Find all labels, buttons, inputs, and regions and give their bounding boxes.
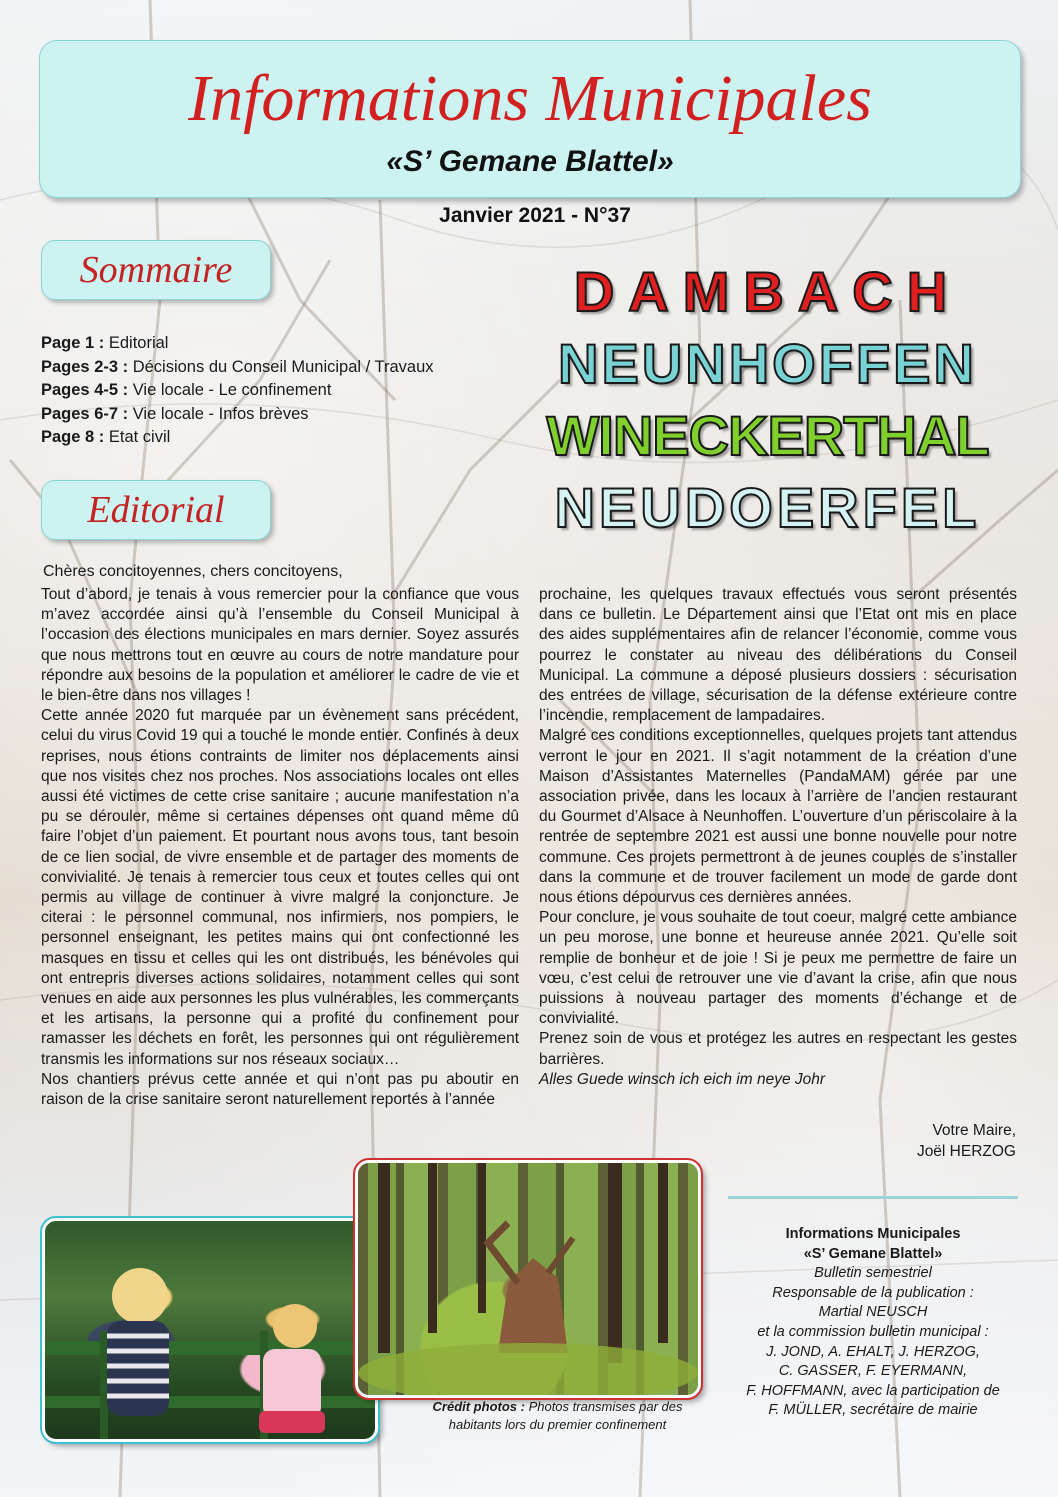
photo-children-at-fence xyxy=(42,1218,378,1442)
sommaire-heading: Sommaire xyxy=(41,240,271,300)
editorial-column-left xyxy=(41,585,519,1110)
credit-label: Crédit photos : xyxy=(432,1399,525,1414)
table-of-contents xyxy=(41,332,521,450)
editorial-paragraph: Pour conclure, je vous souhaite de tout coeur, malgré cette ambiance un peu morose, une bonne et heureuse année 2021. Qu’elle soit remplie de bonheur et de joie ! Si je peux me permettre de faire un vœu, c’est celui de retrouver une vie d’avant la crise, afin que nous puissions à nouveau partager des moments d’échange et de convivialité. xyxy=(539,909,1017,1028)
signature-name: Joël HERZOG xyxy=(916,1143,1016,1160)
editorial-greeting: Chères concitoyennes, chers concitoyens, xyxy=(43,563,343,580)
info-title: Informations Municipales xyxy=(785,1226,961,1242)
info-subtitle: «S’ Gemane Blattel» xyxy=(803,1245,943,1262)
info-line: Responsable de la publication : xyxy=(772,1284,974,1301)
toc-page-title: Vie locale - Le confinement xyxy=(128,381,332,399)
toc-page-label: Pages 2-3 : xyxy=(41,357,129,376)
toc-page-label: Pages 6-7 : xyxy=(41,404,129,423)
toc-item[interactable] xyxy=(41,332,521,356)
village-neunhoffen: NEUNHOFFEN xyxy=(558,332,977,395)
editorial-paragraph: prochaine, les quelques travaux effectués vous seront présentés dans ce bulletin. Le Département ainsi que l’Etat ont mis en place des aides supplémentaires afin de relancer l’économie, comme vous pourrez le constater au niveau des délibérations du Conseil Municipal. La commune a déposé plusieurs dossiers : sécurisation des entrées de village, sécurisation de la défense extérieure contre l’incendie, remplacement de lampadaires. xyxy=(539,586,1017,725)
photo-forest-stump xyxy=(355,1160,701,1398)
editorial-paragraph: Nos chantiers prévus cette année et qui n’ont pas pu aboutir en raison de la crise sanitaire seront naturellement reportés à l’année xyxy=(41,1070,519,1109)
alsatian-wish: Alles Guede winsch ich eich im neye Johr xyxy=(539,1070,826,1088)
photo-credit xyxy=(410,1398,705,1434)
info-line: Bulletin semestriel xyxy=(814,1265,932,1282)
village-dambach: DAMBACH xyxy=(573,260,962,323)
toc-page-title: Editorial xyxy=(104,334,169,352)
info-line: Martial NEUSCH xyxy=(818,1304,928,1321)
editorial-paragraph: Cette année 2020 fut marquée par un évènement sans précédent, celui du virus Covid 19 qui a touché le monde entier. Confinés à deux reprises, nous étions contraints de limiter nos déplacements ainsi que nos visites chez nos proches. Nos associations locales ont elles aussi été victimes de cette crise sanitaire ; aucune manifestation n’a pu se dérouler, même si certaines dépenses ont quand même dû faire l’objet d’un paiement. Et pourtant nous avons tous, tant besoin de ce lien social, de vivre ensemble et de partager des moments de convivialité. Je tenais à remercier tous ceux et toutes celles qui ont permis au village de continuer à vivre malgré la conjoncture. Je citerai : le personnel communal, nos infirmiers, nos pompiers, le personnel enseignant, les petites mains qui ont confectionné les masques en tissu et celles qui les ont distribués, les bénévoles qui ont entrepris diverses actions solidaires, notamment celles qui sont venues en aide aux personnes les plus vulnérables, les commerçants et les artisans, la personne qui a profité du confinement pour ramasser les déchets en forêt, les personnes qui ont régulièrement transmis les informations sur nos réseaux sociaux… xyxy=(41,707,519,1068)
signature-role: Votre Maire, xyxy=(932,1122,1016,1139)
toc-page-label: Page 8 : xyxy=(41,428,105,446)
forest-photo-illustration xyxy=(358,1163,698,1395)
credit-text: Photos transmises par des habitants lors du premier confinement xyxy=(448,1399,683,1432)
editorial-heading: Editorial xyxy=(41,480,271,540)
masthead xyxy=(39,40,1021,198)
editorial-paragraph: Tout d’abord, je tenais à vous remercier pour la confiance que vous m’avez accordée ainsi qu’à l’ensemble du Conseil Municipal à l’occasion des élections municipales en mars dernier. Soyez assurés que nous mettrons tout en œuvre au cours de notre mandature pour répondre aux besoins de la population et améliorer le cadre de vie et le bien-être dans nos villages ! xyxy=(41,586,519,705)
toc-page-title: Etat civil xyxy=(104,428,171,446)
info-line: F. HOFFMANN, avec la participation de xyxy=(746,1382,1000,1399)
editorial-paragraph: Prenez soin de vous et protégez les autres en respectant les gestes barrières. xyxy=(539,1030,1017,1068)
issue-date: Janvier 2021 - N°37 xyxy=(439,204,631,227)
editorial-column-right xyxy=(539,585,1017,1090)
toc-page-title: Vie locale - Infos brèves xyxy=(128,404,309,423)
publication-info-box xyxy=(728,1196,1018,1421)
publication-subtitle: «S’ Gemane Blattel» xyxy=(386,145,674,178)
children-photo-illustration xyxy=(45,1221,375,1439)
village-neudoerfel: NEUDOERFEL xyxy=(554,476,981,539)
toc-item[interactable] xyxy=(41,403,521,427)
info-line: C. GASSER, F. EYERMANN, xyxy=(778,1363,968,1380)
publication-title: Informations Municipales xyxy=(188,62,872,135)
toc-item[interactable] xyxy=(41,379,521,403)
info-line: et la commission bulletin municipal : xyxy=(757,1323,989,1340)
village-wineckerthal: WINECKERTHAL xyxy=(546,404,989,467)
toc-page-label: Pages 4-5 : xyxy=(41,381,129,399)
toc-page-label: Page 1 : xyxy=(41,334,105,352)
info-line: F. MÜLLER, secrétaire de mairie xyxy=(768,1402,978,1419)
toc-item[interactable] xyxy=(41,426,521,450)
toc-page-title: Décisions du Conseil Municipal / Travaux xyxy=(128,357,434,376)
info-line: J. JOND, A. EHALT, J. HERZOG, xyxy=(766,1343,980,1360)
toc-item[interactable] xyxy=(41,356,521,380)
mayor-signature xyxy=(917,1120,1016,1162)
village-names xyxy=(515,256,1020,544)
editorial-paragraph: Malgré ces conditions exceptionnelles, quelques projets tant attendus verront le jour en 2021. Il s’agit notamment de la création d’une Maison d’Assistantes Maternelles (PandaMAM) gérée par une association privée, dans les locaux à l’arrière de l’ancien restaurant du Gourmet d’Alsace à Neunhoffen. L’ouverture d’un périscolaire à la rentrée de septembre 2021 est aussi une bonne nouvelle pour notre commune. Ces projets permettront à de jeunes couples de s’installer dans la commune et de trouver facilement un mode de garde dont nous étions dépourvus ces dernières années. xyxy=(539,727,1017,907)
